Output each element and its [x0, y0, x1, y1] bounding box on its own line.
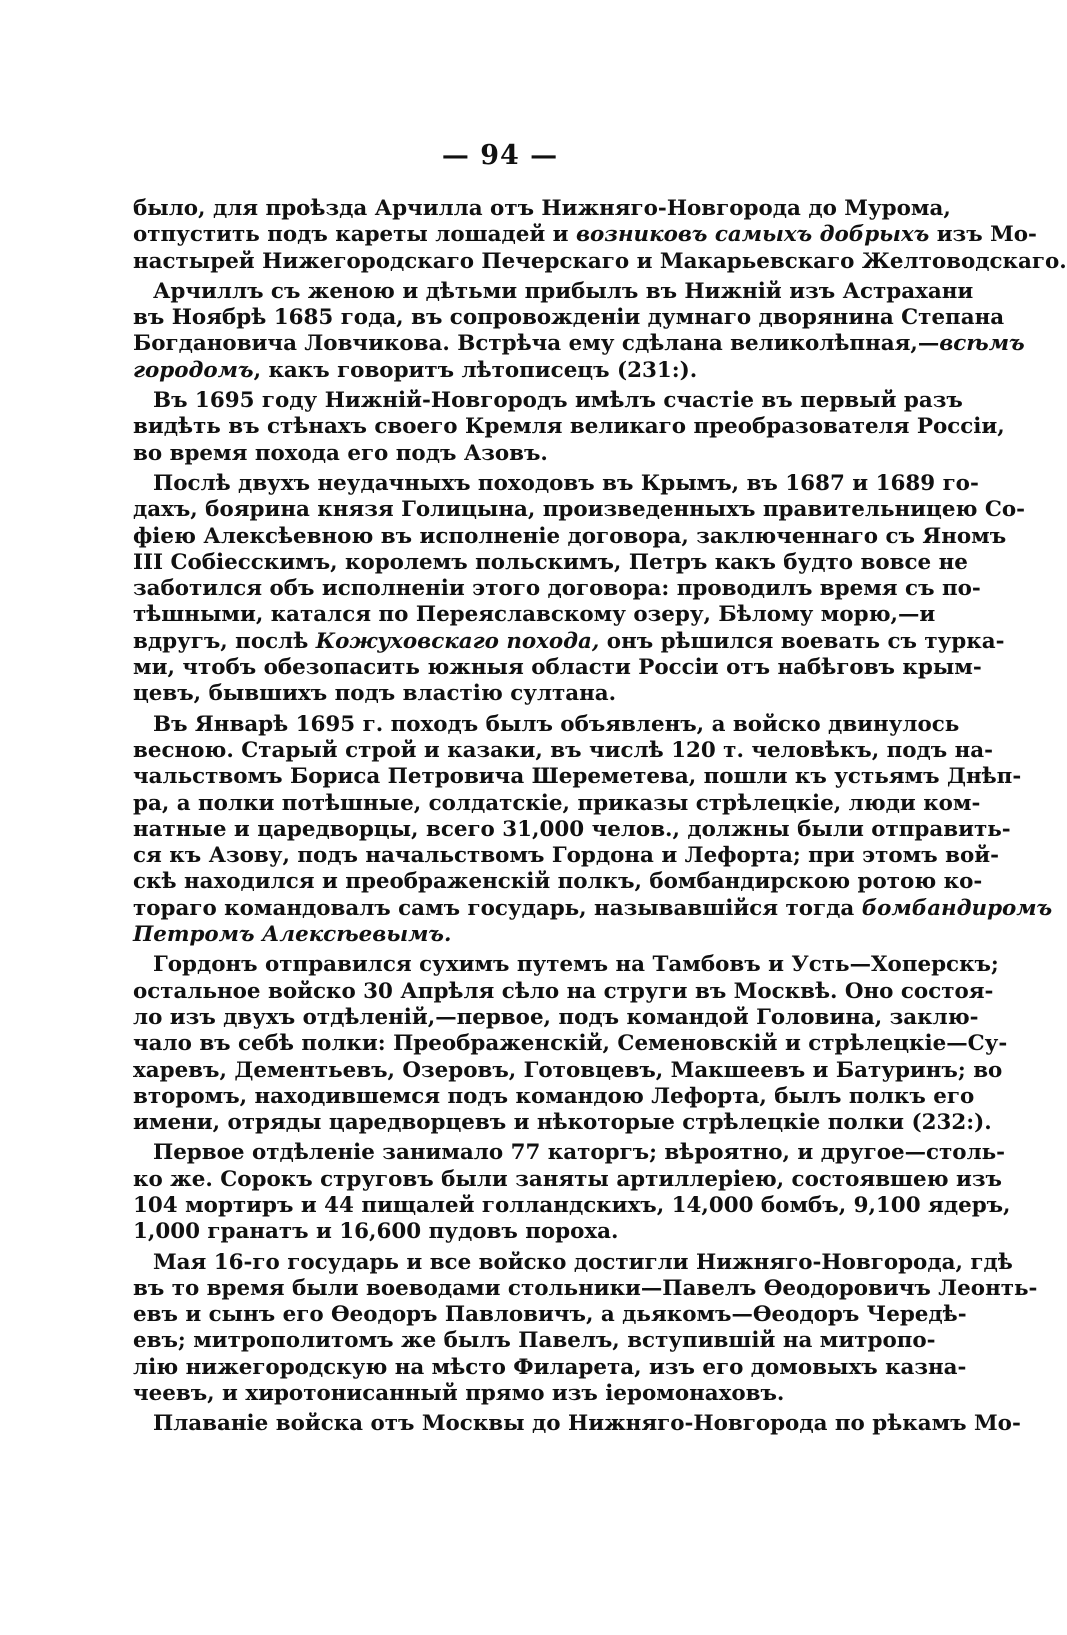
italic-text: Кожуховскаго похода, [315, 628, 600, 654]
text-line: тораго командовалъ самъ государь, называвшійся тогда бомбандиромъ [133, 895, 1053, 921]
text-line: чало въ себѣ полки: Преображенскій, Семеновскій и стрѣлецкіе—Су- [133, 1031, 1008, 1057]
text-line: городомъ, какъ говоритъ лѣтописецъ (231:). [133, 357, 698, 383]
text-line: ми, чтобъ обезопасить южныя области Россіи отъ набѣговъ крым- [133, 655, 982, 681]
text-line: фіею Алексѣевною въ исполненіе договора, заключеннаго съ Яномъ [133, 523, 1007, 549]
text-line: Послѣ двухъ неудачныхъ походовъ въ Крымъ, въ 1687 и 1689 го- [153, 470, 979, 496]
text-line: евъ и сынъ его Өеодоръ Павловичъ, а дьякомъ—Өеодоръ Чередѣ- [133, 1302, 967, 1328]
text-line: остальное войско 30 Апрѣля сѣло на струги въ Москвѣ. Оно состоя- [133, 978, 994, 1004]
paragraph [133, 388, 1005, 467]
italic-text: возниковъ самыхъ добрыхъ [575, 222, 930, 248]
text-line: въ Ноябрѣ 1685 года, въ сопровожденіи думнаго дворянина Степана [133, 305, 1005, 331]
text-line: въ то время были воеводами стольники—Павелъ Өеодоровичъ Леонть- [133, 1275, 1038, 1301]
text-line: Гордонъ отправился сухимъ путемъ на Тамбовъ и Усть—Хоперскъ; [153, 952, 999, 978]
text-line: харевъ, Дементьевъ, Озеровъ, Готовцевъ, Макшеевъ и Батуринъ; во [133, 1057, 1003, 1083]
text-line: III Собіесскимъ, королемъ польскимъ, Петръ какъ будто вовсе не [133, 549, 968, 575]
text-line: видѣть въ стѣнахъ своего Кремля великаго преобразователя Россіи, [133, 414, 1005, 440]
italic-text: бомбандиромъ [861, 895, 1053, 921]
page-number: — 94 — [441, 140, 559, 171]
text-line: ко же. Сорокъ струговъ были заняты артиллеріею, состоявшею изъ [133, 1166, 1002, 1192]
text-line: чеевъ, и хиротонисанный прямо изъ іеромонаховъ. [133, 1381, 785, 1407]
text-line: имени, отряды царедворцевъ и нѣкоторые стрѣлецкіе полки (232:). [133, 1110, 992, 1136]
text-line: вдругъ, послѣ Кожуховскаго похода, онъ рѣшился воевать съ турка- [133, 628, 1005, 654]
paragraph [133, 1140, 1011, 1245]
text-line: цевъ, бывшихъ подъ властію султана. [133, 681, 617, 707]
text-line: лію нижегородскую на мѣсто Филарета, изъ его домовыхъ казна- [133, 1354, 967, 1380]
text-line: заботился объ исполненіи этого договора: проводилъ время съ по- [133, 576, 981, 602]
paragraph [133, 711, 1053, 949]
text-line [133, 922, 897, 948]
text-line: скѣ находился и преображенскій полкъ, бомбандирскою ротою ко- [133, 869, 983, 895]
text-line: 104 мортиръ и 44 пищалей голландскихъ, 14,000 бомбъ, 9,100 ядеръ, [133, 1192, 1011, 1218]
text-line: настырей Нижегородскаго Печерскаго и Макарьевскаго Желтоводскаго. [133, 248, 1067, 274]
paragraph [133, 470, 1025, 708]
paragraph [133, 952, 1008, 1136]
text-line: Арчиллъ съ женою и дѣтьми прибылъ въ Нижній изъ Астрахани [153, 278, 974, 304]
paragraph [133, 1411, 1021, 1437]
text-line: второмъ, находившемся подъ командою Лефорта, былъ полкъ его [133, 1083, 975, 1109]
paragraph [133, 278, 1025, 384]
text-line: было, для проѣзда Арчилла отъ Нижняго-Новгорода до Мурома, [133, 196, 951, 221]
text-line: ся къ Азову, подъ начальствомъ Гордона и Лефорта; при этомъ вой- [133, 843, 999, 869]
text-line: Первое отдѣленіе занимало 77 каторгъ; вѣроятно, и другое—столь- [153, 1140, 1006, 1166]
italic-text: всѣмъ [939, 331, 1025, 357]
text-line: тѣшными, катался по Переяславскому озеру, Бѣлому морю,—и [133, 602, 936, 628]
text-line: Мая 16-го государь и все войско достигли Нижняго-Новгорода, гдѣ [153, 1249, 1013, 1275]
text-line: 1,000 гранатъ и 16,600 пудовъ пороха. [133, 1219, 619, 1245]
paragraph [133, 1249, 1038, 1408]
text-line: Плаваніе войска отъ Москвы до Нижняго-Новгорода по рѣкамъ Мо- [153, 1411, 1021, 1437]
body-text [133, 196, 1067, 1442]
text-line: евъ; митрополитомъ же былъ Павелъ, вступившій на митропо- [133, 1328, 936, 1354]
italic-text: Петромъ Алексѣевымъ. [133, 922, 452, 948]
text-line: Въ 1695 году Нижній-Новгородъ имѣлъ счастіе въ первый разъ [153, 388, 963, 414]
text-line: ра, а полки потѣшные, солдатскіе, приказы стрѣлецкіе, люди ком- [133, 790, 981, 816]
paragraph [133, 196, 1067, 275]
text-line: Въ Январѣ 1695 г. походъ былъ объявленъ, а войско двинулось [153, 711, 960, 737]
text-line: во время похода его подъ Азовъ. [133, 440, 548, 466]
text-line: натные и царедворцы, всего 31,000 челов., должны были отправить- [133, 816, 1011, 842]
text-line: отпустить подъ кареты лошадей и возниковъ самыхъ добрыхъ изъ Мо- [133, 222, 1037, 248]
text-line: ло изъ двухъ отдѣленій,—первое, подъ командой Головина, заклю- [133, 1004, 979, 1030]
text-line: чальствомъ Бориса Петровича Шереметева, пошли къ устьямъ Днѣп- [133, 764, 1022, 790]
italic-text: городомъ [133, 357, 254, 383]
text-line: весною. Старый строй и казаки, въ числѣ 120 т. человѣкъ, подъ на- [133, 737, 994, 763]
text-line: Богдановича Ловчикова. Встрѣча ему сдѣлана великолѣпная,—всѣмъ [133, 331, 1025, 357]
text-line: дахъ, боярина князя Голицына, произведенныхъ правительницею Со- [133, 497, 1025, 523]
